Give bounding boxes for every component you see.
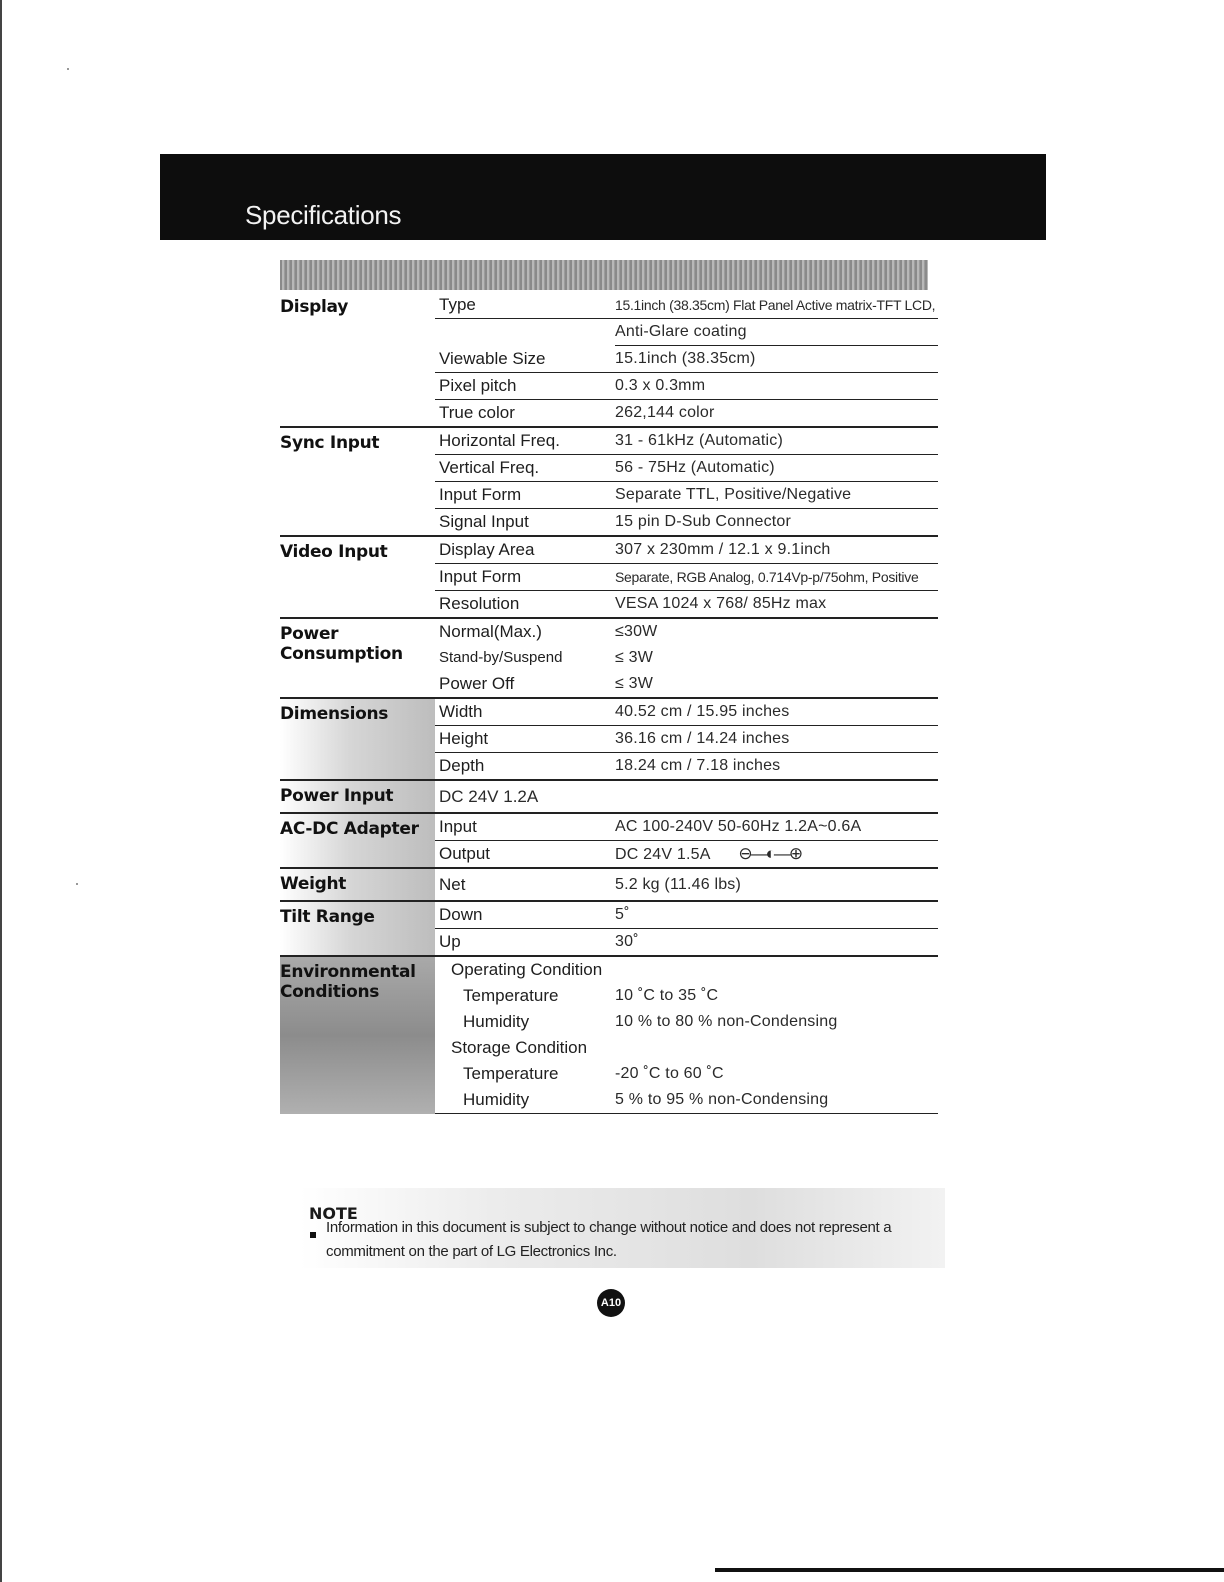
param-value: Separate, RGB Analog, 0.714Vp-p/75ohm, Positive (615, 564, 938, 591)
category-video-input: Video Input (280, 536, 435, 618)
param-value: 36.16 cm / 14.24 inches (615, 726, 938, 753)
param-value: -20 ˚C to 60 ˚C (615, 1065, 724, 1082)
param-value: 15.1inch (38.35cm) Flat Panel Active matrix-TFT LCD, (615, 292, 938, 319)
table-row (280, 780, 938, 813)
page-title: Specifications (245, 200, 402, 230)
param-label: Normal(Max.) (435, 618, 615, 645)
bullet-icon (310, 1232, 316, 1238)
table-row (280, 698, 938, 726)
table-row (280, 618, 938, 645)
table-row (280, 536, 938, 564)
param-label: Height (435, 726, 615, 753)
param-value: Anti-Glare coating (615, 319, 938, 346)
category-environmental-conditions (280, 956, 435, 1114)
param-label: True color (435, 400, 615, 428)
param-value: 5.2 kg (11.46 lbs) (615, 868, 938, 901)
param-label: Horizontal Freq. (435, 427, 615, 455)
category-line: Consumption (280, 644, 403, 664)
param-label: Down (435, 901, 615, 929)
param-label: Humidity (435, 1087, 615, 1114)
param-label: Viewable Size (435, 346, 615, 373)
category-line: Environmental (280, 962, 416, 982)
category-tilt-range: Tilt Range (280, 901, 435, 956)
param-label: Power Off (435, 671, 615, 698)
param-label: Signal Input (435, 509, 615, 537)
param-label: Net (435, 868, 615, 901)
param-label: Input Form (435, 564, 615, 591)
param-label: Input Form (435, 482, 615, 509)
table-row (280, 868, 938, 901)
page-edge (0, 0, 2, 1582)
param-value: AC 100-240V 50-60Hz 1.2A~0.6A (615, 813, 938, 841)
param-value (615, 841, 938, 869)
output-value: DC 24V 1.5A (615, 845, 710, 863)
note-text: Information in this document is subject to change without notice and does not represent a commitment on the part of LG Electronics Inc. (326, 1219, 892, 1260)
param-value: 15.1inch (38.35cm) (615, 346, 938, 373)
category-power-input: Power Input (280, 780, 435, 813)
param-label: Resolution (435, 591, 615, 619)
category-power-consumption (280, 618, 435, 698)
param-value: ≤ 3W (615, 649, 654, 666)
table-row (280, 901, 938, 929)
param-value: 0.3 x 0.3mm (615, 373, 938, 400)
category-dimensions: Dimensions (280, 698, 435, 780)
param-value: ≤ 3W (615, 671, 938, 698)
param-value: 31 - 61kHz (Automatic) (615, 427, 938, 455)
category-line: Conditions (280, 982, 380, 1002)
param-value: ≤30W (615, 618, 938, 645)
note-title: NOTE (309, 1204, 358, 1223)
table-row (280, 956, 938, 983)
header-bar (160, 154, 1046, 240)
param-value: 40.52 cm / 15.95 inches (615, 698, 938, 726)
param-label: Vertical Freq. (435, 455, 615, 482)
param-label: Width (435, 698, 615, 726)
condition-heading: Operating Condition (435, 956, 938, 983)
note-box (300, 1188, 945, 1268)
param-label: Pixel pitch (435, 373, 615, 400)
param-label (435, 319, 615, 346)
param-value: 307 x 230mm / 12.1 x 9.1inch (615, 536, 938, 564)
param-value: 30˚ (615, 929, 938, 957)
param-label: Display Area (435, 536, 615, 564)
category-sync-input: Sync Input (280, 427, 435, 536)
category-display: Display (280, 297, 348, 317)
param-label: Temperature (463, 986, 559, 1005)
param-label: Up (435, 929, 615, 957)
param-value: Separate TTL, Positive/Negative (615, 482, 938, 509)
scan-speck (76, 883, 78, 885)
param-label: Depth (435, 753, 615, 781)
table-row (280, 292, 938, 319)
param-value: 56 - 75Hz (Automatic) (615, 455, 938, 482)
param-value: 15 pin D-Sub Connector (615, 509, 938, 537)
table-row (280, 813, 938, 841)
param-value: 10 ˚C to 35 ˚C (615, 987, 719, 1004)
table-row (280, 427, 938, 455)
polarity-icon: ⊖—◐—⊕ (738, 843, 802, 863)
category-line: Power (280, 624, 339, 644)
spec-table (280, 292, 938, 1114)
param-value: DC 24V 1.2A (435, 780, 938, 813)
param-value: 5 % to 95 % non-Condensing (615, 1087, 938, 1114)
param-value: 262,144 color (615, 400, 938, 428)
param-value: 5˚ (615, 901, 938, 929)
param-value: 18.24 cm / 7.18 inches (615, 753, 938, 781)
param-label: Type (435, 292, 615, 319)
bottom-rule (715, 1568, 1224, 1572)
param-value: 10 % to 80 % non-Condensing (615, 1013, 838, 1030)
param-label: Humidity (463, 1012, 530, 1031)
scan-speck (67, 68, 69, 70)
category-ac-dc-adapter: AC-DC Adapter (280, 813, 435, 868)
param-value: VESA 1024 x 768/ 85Hz max (615, 591, 938, 619)
category-weight: Weight (280, 868, 435, 901)
condition-heading: Storage Condition (451, 1038, 588, 1057)
table-header-band (280, 260, 928, 290)
param-label: Temperature (463, 1064, 559, 1083)
page-number-badge: A10 (597, 1289, 625, 1317)
param-label: Stand-by/Suspend (439, 649, 563, 666)
param-label: Output (435, 841, 615, 869)
param-label: Input (435, 813, 615, 841)
